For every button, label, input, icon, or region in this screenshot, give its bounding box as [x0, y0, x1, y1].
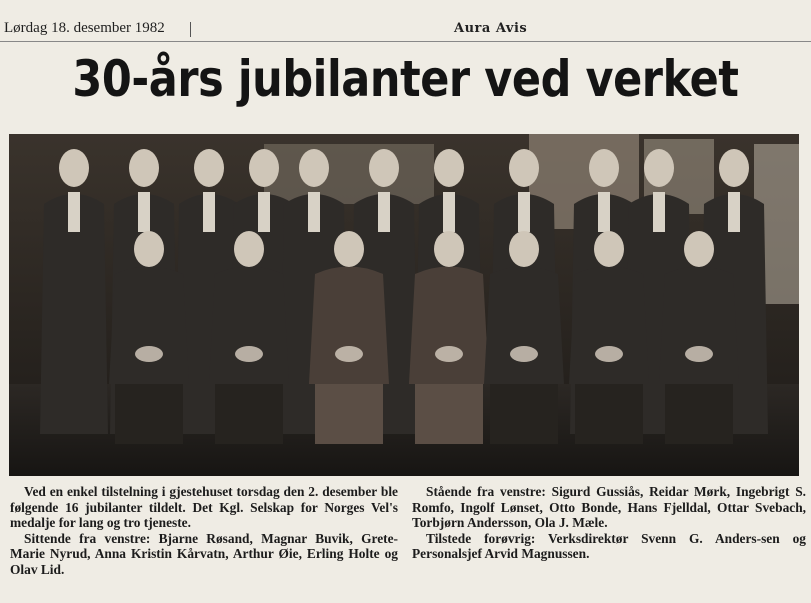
caption-left-column [10, 484, 398, 578]
seated-person-body [209, 267, 289, 385]
standing-person-head [299, 149, 329, 187]
group-photo-image [9, 134, 799, 476]
shirt-front [138, 192, 150, 232]
standing-person-head [194, 149, 224, 187]
curtain-center [264, 144, 434, 204]
seated-person-hands [135, 346, 163, 362]
seated-person-head [684, 231, 714, 267]
seated-person-body [409, 267, 489, 385]
group-photo [9, 134, 799, 476]
seated-person-body [484, 267, 564, 385]
seated-person-legs [115, 384, 183, 444]
shirt-front [308, 192, 320, 232]
newspaper-name: Aura Avis [454, 21, 528, 36]
standing-person-head [434, 149, 464, 187]
seated-person-legs [575, 384, 643, 444]
standing-person-head [589, 149, 619, 187]
seated-person-head [509, 231, 539, 267]
seated-person-hands [595, 346, 623, 362]
seated-person-head [334, 231, 364, 267]
shirt-front [378, 192, 390, 232]
seated-person-hands [510, 346, 538, 362]
shirt-front [653, 192, 665, 232]
standing-person-head [249, 149, 279, 187]
shirt-front [68, 192, 80, 232]
shirt-front [518, 192, 530, 232]
caption-also-present: Tilstede forøvrig: Verksdirektør Svenn G. Anders-sen og Personalsjef Arvid Magnussen. [412, 530, 806, 562]
standing-person-head [719, 149, 749, 187]
shirt-front [443, 192, 455, 232]
seated-person-body [659, 267, 739, 385]
seated-person-head [434, 231, 464, 267]
seated-person-legs [315, 384, 383, 444]
seated-person-body [109, 267, 189, 385]
seated-person-body [309, 267, 389, 385]
caption-right-column [412, 484, 806, 562]
standing-person-head [59, 149, 89, 187]
shirt-front [258, 192, 270, 232]
seated-person-head [234, 231, 264, 267]
seated-person-hands [685, 346, 713, 362]
standing-person-head [509, 149, 539, 187]
seated-person-legs [665, 384, 733, 444]
caption-standing: Stående fra venstre: Sigurd Gussiås, Reidar Mørk, Ingebrigt S. Romfo, Ingolf Lønset, Otto Bonde, Hans Fjelldal, Ottar Svebach, Torbjørn Andersson, Ola J. Mæle. [412, 484, 806, 531]
shirt-front [598, 192, 610, 232]
header-divider [190, 22, 191, 37]
seated-person-legs [415, 384, 483, 444]
caption-intro: Ved en enkel tilstelning i gjestehuset torsdag den 2. desember ble følgende 16 jubilanter tildelt. Det Kgl. Selskap for Norges Vel's medalje for lang og tro tjeneste. [10, 484, 398, 531]
seated-person-head [134, 231, 164, 267]
seated-person-body [569, 267, 649, 385]
standing-person-head [644, 149, 674, 187]
seated-person-hands [335, 346, 363, 362]
standing-person-head [129, 149, 159, 187]
shirt-front [203, 192, 215, 232]
seated-person-hands [435, 346, 463, 362]
seated-person-legs [490, 384, 558, 444]
shirt-front [728, 192, 740, 232]
caption-seated: Sittende fra venstre: Bjarne Røsand, Magnar Buvik, Grete-Marie Nyrud, Anna Kristin Kårvatn, Arthur Øie, Erling Holte og Olav Lid. [10, 530, 398, 577]
issue-date: Lørdag 18. desember 1982 [4, 20, 165, 36]
standing-person-head [369, 149, 399, 187]
header-rule [0, 41, 811, 42]
seated-person-head [594, 231, 624, 267]
seated-person-hands [235, 346, 263, 362]
seated-person-legs [215, 384, 283, 444]
article-headline: 30-års jubilanter ved verket [72, 50, 739, 108]
